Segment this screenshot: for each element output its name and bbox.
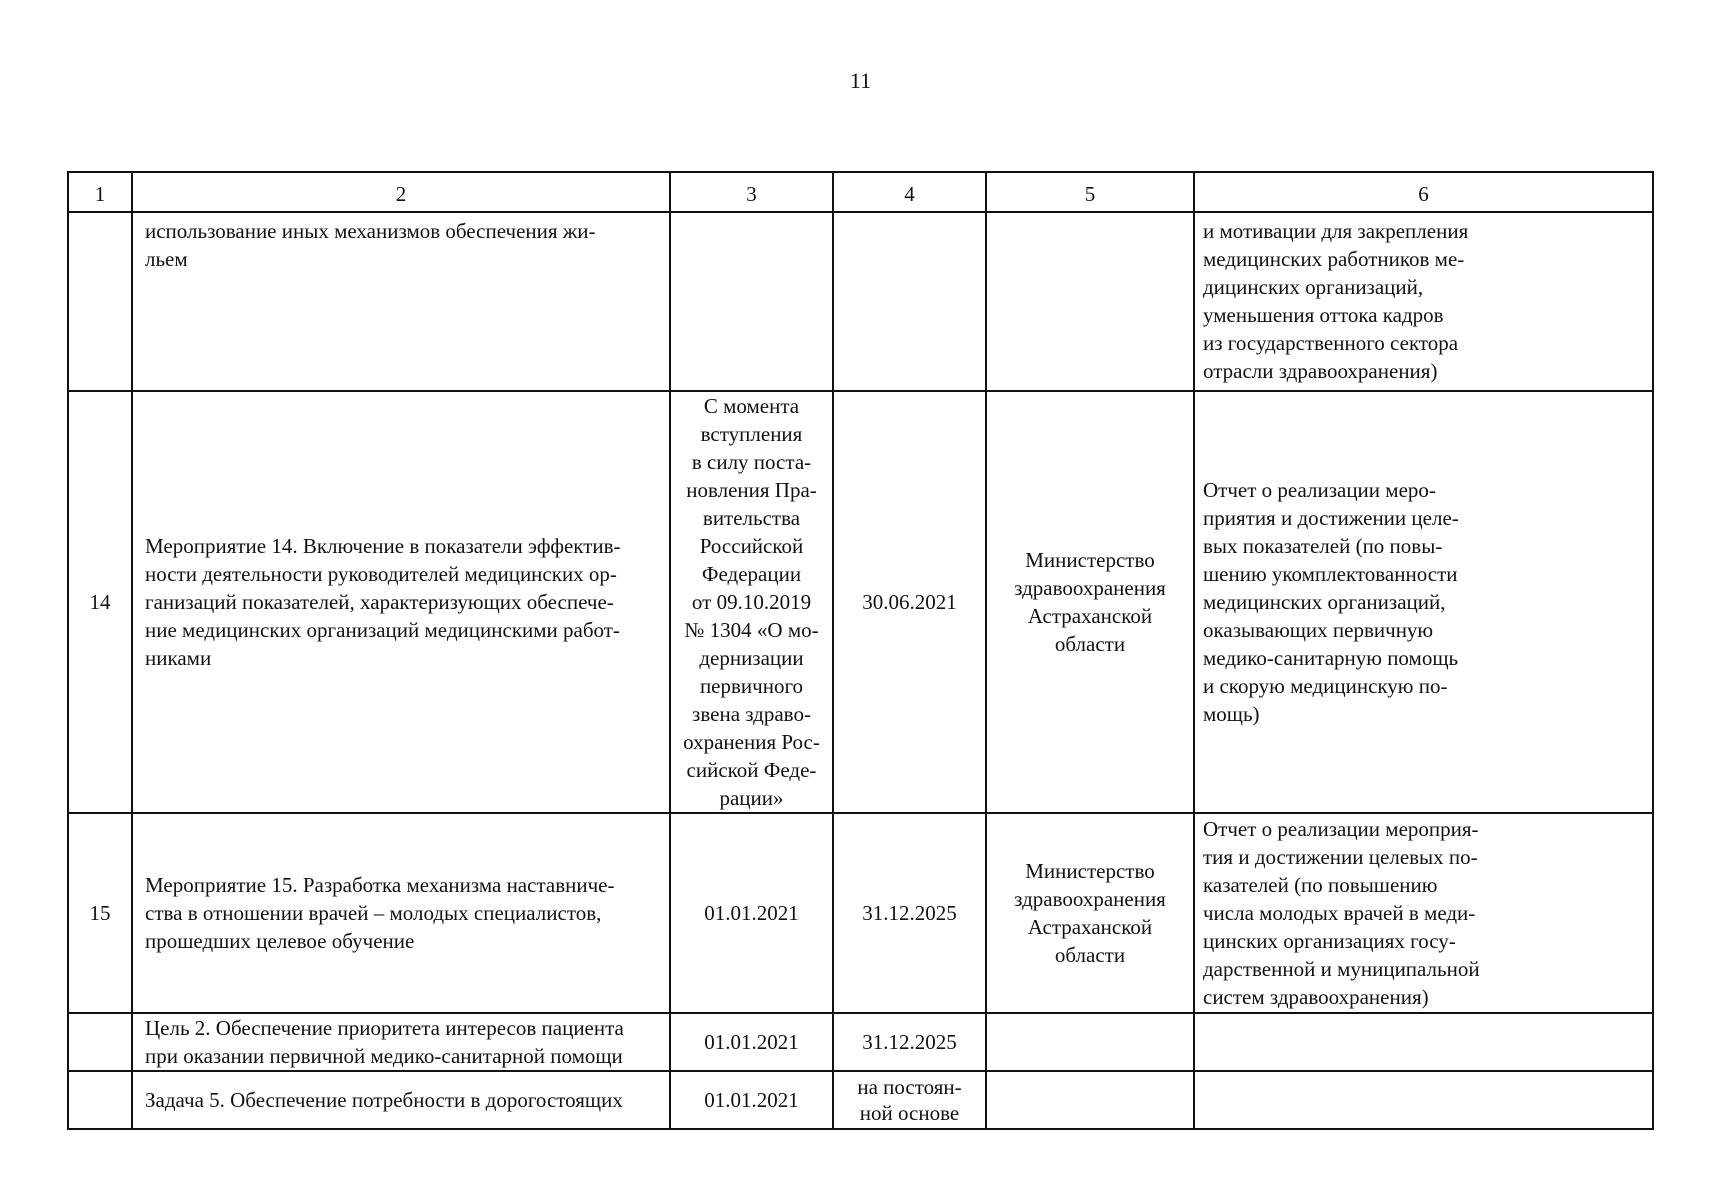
row-number: 15	[68, 813, 132, 1013]
expected-result: Отчет о реализации мероприя- тия и достижении целевых по- казателей (по повышению числа молодых врачей в меди- цинских организациях госу- дарственной и муниципальной систем здравоохранения)	[1194, 813, 1653, 1013]
table-row	[68, 212, 1653, 391]
expected-result	[1194, 1013, 1653, 1071]
start-date: С момента вступления в силу поста- новления Пра- вительства Российской Федерации от 09.10.2019 № 1304 «О мо- дернизации первичного звена здраво- охранения Рос- сийской Феде- рации»	[670, 391, 833, 813]
row-number	[68, 1071, 132, 1129]
column-header: 5	[986, 172, 1194, 212]
table-row	[68, 1071, 1653, 1129]
table-row	[68, 1013, 1653, 1071]
expected-result: и мотивации для закрепления медицинских работников ме- дицинских организаций, уменьшения оттока кадров из государственного сектора отрасли здравоохранения)	[1194, 212, 1653, 391]
table-row	[68, 391, 1653, 813]
row-number: 14	[68, 391, 132, 813]
responsible	[986, 212, 1194, 391]
task-description: Задача 5. Обеспечение потребности в дорогостоящих	[132, 1071, 670, 1129]
row-number	[68, 1013, 132, 1071]
expected-result: Отчет о реализации меро- приятия и достижении целе- вых показателей (по повы- шению укомплектованности медицинских организаций, оказывающих первичную медико-санитарную помощь и скорую медицинскую по- мощь)	[1194, 391, 1653, 813]
end-date	[833, 212, 986, 391]
action-plan-table	[67, 171, 1654, 1130]
start-date: 01.01.2021	[670, 813, 833, 1013]
event-description: использование иных механизмов обеспечения жи- льем	[132, 212, 670, 391]
event-description: Мероприятие 15. Разработка механизма наставниче- ства в отношении врачей – молодых специалистов, прошедших целевое обучение	[132, 813, 670, 1013]
responsible: Министерство здравоохранения Астраханской области	[986, 391, 1194, 813]
column-header: 3	[670, 172, 833, 212]
start-date: 01.01.2021	[670, 1013, 833, 1071]
expected-result	[1194, 1071, 1653, 1129]
table-row	[68, 813, 1653, 1013]
responsible: Министерство здравоохранения Астраханской области	[986, 813, 1194, 1013]
end-date: на постоян- ной основе	[833, 1071, 986, 1129]
column-header: 4	[833, 172, 986, 212]
table-header-row	[68, 172, 1653, 212]
row-number	[68, 212, 132, 391]
responsible	[986, 1013, 1194, 1071]
start-date: 01.01.2021	[670, 1071, 833, 1129]
end-date: 31.12.2025	[833, 813, 986, 1013]
event-description: Мероприятие 14. Включение в показатели эффектив- ности деятельности руководителей медицинских ор- ганизаций показателей, характеризующих обеспече- ние медицинских организаций медицинскими работ- никами	[132, 391, 670, 813]
column-header: 1	[68, 172, 132, 212]
start-date	[670, 212, 833, 391]
end-date: 30.06.2021	[833, 391, 986, 813]
column-header: 2	[132, 172, 670, 212]
column-header: 6	[1194, 172, 1653, 212]
page-number: 11	[849, 68, 872, 93]
responsible	[986, 1071, 1194, 1129]
goal-description: Цель 2. Обеспечение приоритета интересов пациента при оказании первичной медико-санитарной помощи	[132, 1013, 670, 1071]
end-date: 31.12.2025	[833, 1013, 986, 1071]
